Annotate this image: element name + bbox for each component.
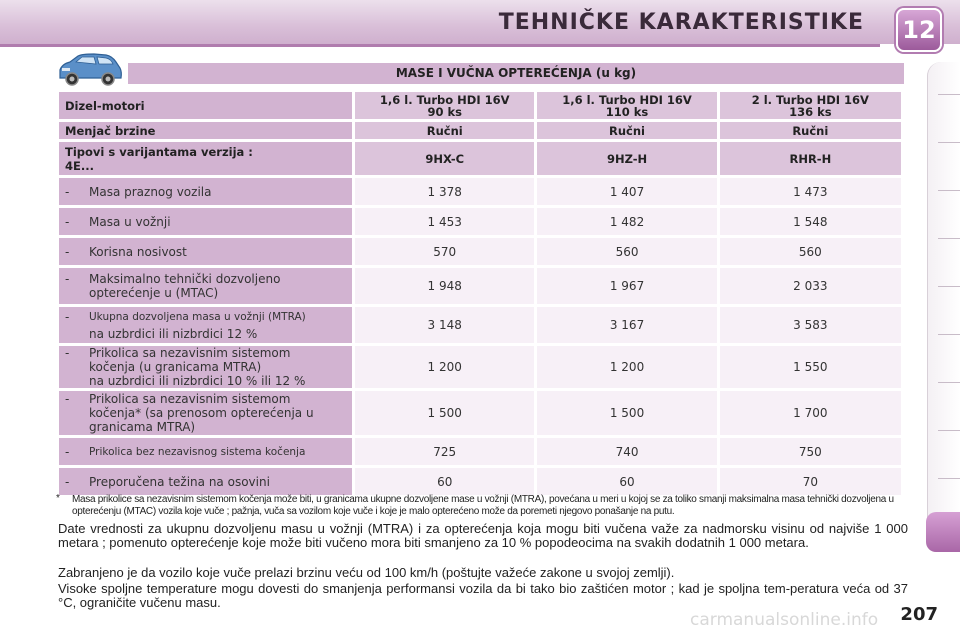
- row-label-cont: kočenja* (sa prenosom opterećenja u: [89, 406, 314, 420]
- row-label: Prikolica sa nezavisnim sistemom: [89, 346, 291, 360]
- car-icon: [54, 52, 124, 88]
- watermark: carmanualsonline.info: [690, 610, 879, 630]
- row-label-cell: [59, 307, 352, 343]
- row-value: 1 378: [355, 178, 534, 205]
- table-row: [59, 346, 901, 388]
- side-tab-divider: [938, 478, 960, 479]
- engine-row: [59, 92, 901, 119]
- row-value: 750: [720, 438, 901, 465]
- row-label: Masa praznog vozila: [89, 184, 212, 199]
- types-label-line2: 4E...: [65, 158, 94, 173]
- row-label: Masa u vožnji: [89, 214, 171, 229]
- row-value: 1 700: [720, 391, 901, 435]
- row-label: Ukupna dozvoljena masa u vožnji (MTRA): [89, 310, 306, 323]
- row-value: 725: [355, 438, 534, 465]
- row-value: 740: [537, 438, 716, 465]
- gearbox-row: [59, 122, 901, 139]
- row-value: 1 473: [720, 178, 901, 205]
- engine-power: 90 ks: [427, 104, 462, 119]
- row-label-cell: [59, 438, 352, 465]
- side-tab-active[interactable]: [926, 512, 960, 552]
- row-label-cell: [59, 346, 352, 388]
- row-value: 560: [720, 238, 901, 265]
- row-label-cell: [59, 391, 352, 435]
- engine-label: Dizel-motori: [59, 92, 352, 119]
- row-label-cont: na uzbrdici ili nizbrdici 10 % ili 12 %: [89, 374, 306, 388]
- row-value: 1 550: [720, 346, 901, 388]
- row-label: Korisna nosivost: [89, 244, 187, 259]
- row-value: 560: [537, 238, 716, 265]
- row-label-cell: [59, 468, 352, 495]
- table-row: [59, 391, 901, 435]
- table-title: MASE I VUČNA OPTEREĆENJA (u kg): [128, 63, 904, 84]
- table-row: [59, 208, 901, 235]
- row-label-cont: granicama MTRA): [89, 420, 196, 434]
- row-dash: -: [65, 346, 70, 360]
- side-tab-divider: [938, 190, 960, 191]
- row-value: 60: [355, 468, 534, 495]
- chapter-side-tabs[interactable]: [927, 62, 960, 532]
- body-paragraph: Visoke spoljne temperature mogu dovesti do smanjenja performansi vozila da bi tako bio zaštićen motor ; kad je spoljna tem-peratura veća od 37 °C, ograničite vučenu masu.: [58, 581, 908, 610]
- row-label-cont: kočenja (u granicama MTRA): [89, 360, 262, 374]
- row-label-cont: na uzbrdici ili nizbrdici 12 %: [89, 326, 258, 341]
- row-value: 1 548: [720, 208, 901, 235]
- row-label: Prikolica sa nezavisnim sistemom: [89, 392, 291, 406]
- row-dash: -: [65, 214, 70, 229]
- table-row: [59, 238, 901, 265]
- row-value: 3 148: [355, 307, 534, 343]
- table-row: [59, 178, 901, 205]
- engine-name: 2 l. Turbo HDI 16V: [751, 92, 869, 107]
- body-paragraph: Zabranjeno je da vozilo koje vuče prelazi brzinu veću od 100 km/h (poštujte važeće zakone u svojoj zemlji).: [58, 565, 675, 580]
- row-dash: -: [65, 474, 70, 489]
- footnote: [56, 494, 906, 518]
- page-number: 207: [900, 604, 938, 625]
- row-value: 2 033: [720, 268, 901, 304]
- page-title: TEHNIČKE KARAKTERISTIKE: [498, 10, 864, 35]
- gearbox-label: Menjač brzine: [59, 122, 352, 139]
- engine-power: 110 ks: [605, 104, 649, 119]
- row-value: 1 453: [355, 208, 534, 235]
- side-tab-divider: [938, 238, 960, 239]
- types-row: [59, 142, 901, 175]
- body-paragraph: Date vrednosti za ukupnu dozvoljenu masu u vožnji (MTRA) i za opterećenja koja mogu biti vučena važe za nadmorsku visinu od najviše 1 000 metara ; pomenuto opterećenje koje može biti vučeno mora biti smanjeno za 10 % popodeocima na svakih dodatnih 1 000 metara.: [58, 521, 908, 550]
- gearbox-cell: Ručni: [720, 122, 901, 139]
- type-cell: RHR-H: [720, 142, 901, 175]
- chapter-badge[interactable]: 12: [896, 8, 942, 52]
- row-value: 1 200: [355, 346, 534, 388]
- side-tab-divider: [938, 142, 960, 143]
- row-value: 1 967: [537, 268, 716, 304]
- side-tab-divider: [938, 286, 960, 287]
- row-value: 3 583: [720, 307, 901, 343]
- type-cell: 9HX-C: [355, 142, 534, 175]
- row-dash: -: [65, 272, 70, 286]
- side-tab-divider: [938, 94, 960, 95]
- type-cell: 9HZ-H: [537, 142, 716, 175]
- row-label-cell: [59, 208, 352, 235]
- engine-cell: [720, 92, 901, 119]
- row-value: 1 500: [537, 391, 716, 435]
- row-label-cell: [59, 178, 352, 205]
- footnote-marker: *: [56, 493, 60, 504]
- row-label-cell: [59, 268, 352, 304]
- gearbox-cell: Ručni: [537, 122, 716, 139]
- engine-power: 136 ks: [789, 104, 832, 119]
- table-row: [59, 468, 901, 495]
- row-value: 1 407: [537, 178, 716, 205]
- row-label-cell: [59, 238, 352, 265]
- types-label: [59, 142, 352, 175]
- row-label: Prikolica bez nezavisnog sistema kočenja: [89, 445, 306, 458]
- specs-table: [56, 89, 904, 498]
- row-label: Preporučena težina na osovini: [89, 474, 270, 489]
- row-value: 1 482: [537, 208, 716, 235]
- row-dash: -: [65, 444, 70, 459]
- row-value: 60: [537, 468, 716, 495]
- table-row: [59, 438, 901, 465]
- row-value: 1 948: [355, 268, 534, 304]
- engine-name: 1,6 l. Turbo HDI 16V: [562, 92, 692, 107]
- row-value: 1 500: [355, 391, 534, 435]
- side-tab-divider: [938, 430, 960, 431]
- row-dash: -: [65, 184, 70, 199]
- row-value: 3 167: [537, 307, 716, 343]
- engine-cell: [355, 92, 534, 119]
- row-value: 570: [355, 238, 534, 265]
- row-dash: -: [65, 309, 70, 324]
- row-value: 1 200: [537, 346, 716, 388]
- row-dash: -: [65, 244, 70, 259]
- gearbox-cell: Ručni: [355, 122, 534, 139]
- side-tab-divider: [938, 334, 960, 335]
- engine-name: 1,6 l. Turbo HDI 16V: [379, 92, 510, 107]
- footnote-text: Masa prikolice sa nezavisnim sistemom kočenja može biti, u granicama ukupne dozvoljene mase u vožnji (MTRA), povećana u meri u kojoj se za toliko smanji maksimalna masa tehnički dozvoljena u opterećenju (MTAC) vozila koje vuče ; pažnja, vuča sa vozilom koje vuče i koje je malo opterećeno može da poremeti njegovo ponašanje na putu.: [72, 494, 894, 517]
- header-rule: [0, 44, 880, 47]
- row-label-cont: opterećenje u (MTAC): [89, 286, 219, 300]
- table-row: [59, 307, 901, 343]
- row-label: Maksimalno tehnički dozvoljeno: [89, 272, 281, 286]
- row-value: 70: [720, 468, 901, 495]
- engine-cell: [537, 92, 716, 119]
- types-label-line1: Tipovi s varijantama verzija :: [65, 144, 253, 159]
- row-dash: -: [65, 392, 70, 406]
- table-row: [59, 268, 901, 304]
- side-tab-divider: [938, 382, 960, 383]
